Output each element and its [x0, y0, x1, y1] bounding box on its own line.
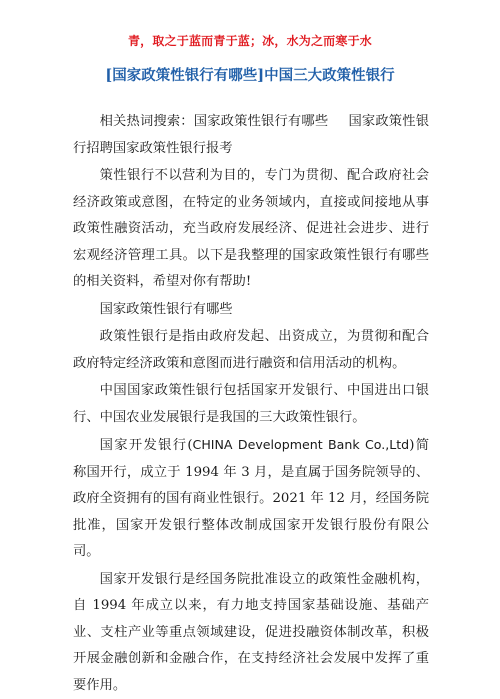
section-heading: 国家政策性银行有哪些: [73, 297, 429, 324]
cdb-paragraph: [73, 432, 429, 566]
header-motto: 青，取之于蓝而青于蓝；冰，水为之而寒于水: [0, 33, 500, 49]
keywords-line: [73, 109, 429, 162]
keyword-item: 国家政策性银行招聘: [73, 114, 429, 156]
cdb-text-after: )简称国开行，成立于 1994 年 3 月，是直属于国务院领导的、政府全资拥有的国有商业性银行。2021 年 12 月，经国务院批准，国家开发银行整体改制成国家开发银行股份有限公司。: [73, 438, 429, 559]
document-body: [73, 109, 429, 699]
document-title: [国家政策性银行有哪些]中国三大政策性银行: [0, 66, 500, 86]
cdb-text-before: 国家开发银行(: [100, 438, 193, 453]
cdb-role-paragraph: 国家开发银行是经国务院批准设立的政策性金融机构，自 1994 年成立以来，有力地支持国家基础设施、基础产业、支柱产业等重点领域建设，促进投融资体制改革，积极开展金融创新和金融合作，在支持经济社会发展中发挥了重要作用。: [73, 567, 429, 699]
keywords-prefix: 相关热词搜索：: [100, 114, 194, 129]
definition-paragraph: 政策性银行是指由政府发起、出资成立，为贯彻和配合政府特定经济政策和意图而进行融资和信用活动的机构。: [73, 324, 429, 377]
three-banks-paragraph: 中国国家政策性银行包括国家开发银行、中国进出口银行、中国农业发展银行是我国的三大政策性银行。: [73, 378, 429, 431]
keyword-item: 国家政策性银行报考: [113, 141, 233, 156]
intro-paragraph: 策性银行不以营利为目的，专门为贯彻、配合政府社会经济政策或意图，在特定的业务领域内，直接或间接地从事政策性融资活动，充当政府发展经济、促进社会进步、进行宏观经济管理工具。以下是我整理的国家政策性银行有哪些的相关资料，希望对你有帮助!: [73, 163, 429, 296]
cdb-english-name: CHINA Development Bank Co.,Ltd: [193, 437, 410, 452]
keyword-item: 国家政策性银行有哪些: [194, 114, 329, 129]
